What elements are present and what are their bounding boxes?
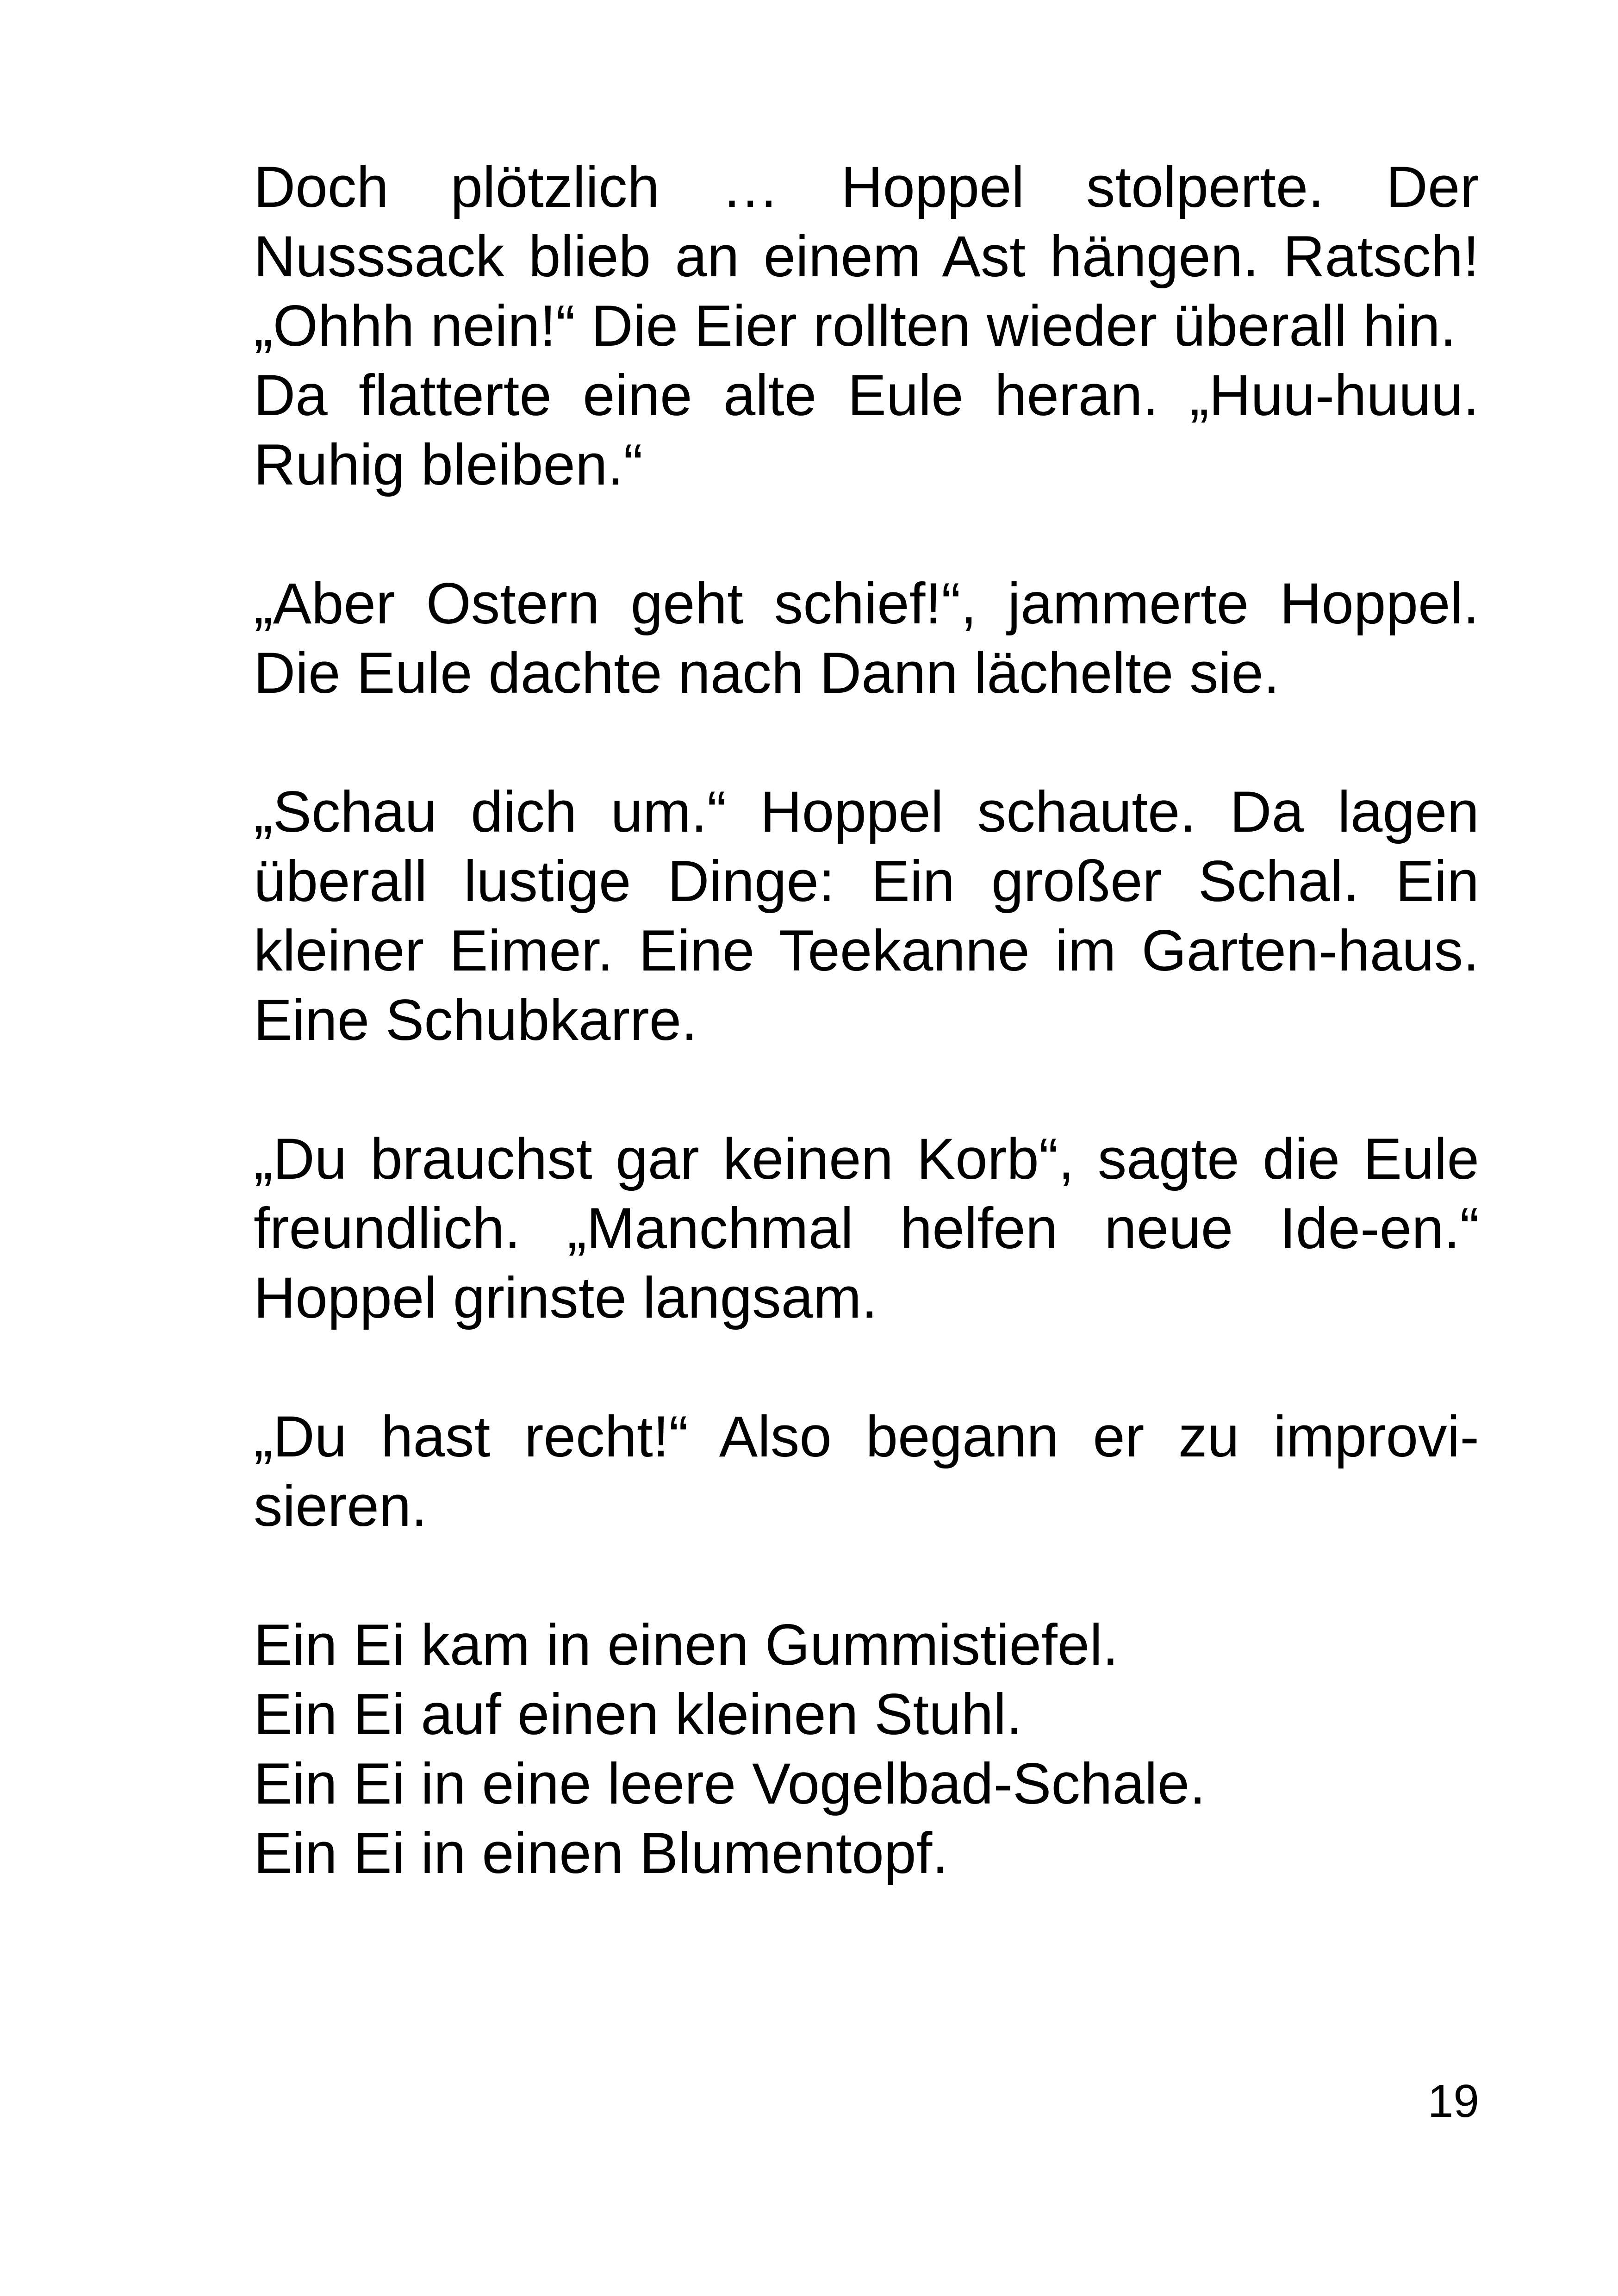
egg-list: [254, 1611, 1479, 1888]
egg-list-line-3: Ein Ei in eine leere Vogelbad-Schale.: [254, 1752, 1206, 1816]
egg-list-line-4: Ein Ei in einen Blumentopf.: [254, 1821, 948, 1885]
paragraph-gap: [254, 1541, 1479, 1611]
paragraph-3: „Aber Ostern geht schief!“, jammerte Hoppel. Die Eule dachte nach Dann lächelte sie.: [254, 572, 1479, 705]
egg-list-line-1: Ein Ei kam in einen Gummistiefel.: [254, 1613, 1119, 1677]
paragraph-6: „Du hast recht!“ Also begann er zu improvi-sieren.: [254, 1405, 1479, 1538]
page-number: 19: [1427, 2075, 1479, 2127]
paragraph-gap: [254, 1055, 1479, 1125]
paragraph-1: Doch plötzlich … Hoppel stolperte. Der Nusssack blieb an einem Ast hängen. Ratsch! „Ohhh nein!“ Die Eier rollten wieder überall hin.: [254, 155, 1479, 358]
paragraph-gap: [254, 1333, 1479, 1402]
story-text: [254, 153, 1479, 1888]
paragraph-gap: [254, 500, 1479, 569]
paragraph-4: „Schau dich um.“ Hoppel schaute. Da lagen überall lustige Dinge: Ein großer Schal. Ein kleiner Eimer. Eine Teekanne im Garten-haus. Eine Schubkarre.: [254, 780, 1479, 1052]
egg-list-line-2: Ein Ei auf einen kleinen Stuhl.: [254, 1682, 1022, 1747]
paragraph-2: Da flatterte eine alte Eule heran. „Huu-huuu. Ruhig bleiben.“: [254, 363, 1479, 497]
paragraph-5: „Du brauchst gar keinen Korb“, sagte die Eule freundlich. „Manchmal helfen neue Ide-en.“ Hoppel grinste langsam.: [254, 1127, 1479, 1330]
paragraph-gap: [254, 708, 1479, 778]
